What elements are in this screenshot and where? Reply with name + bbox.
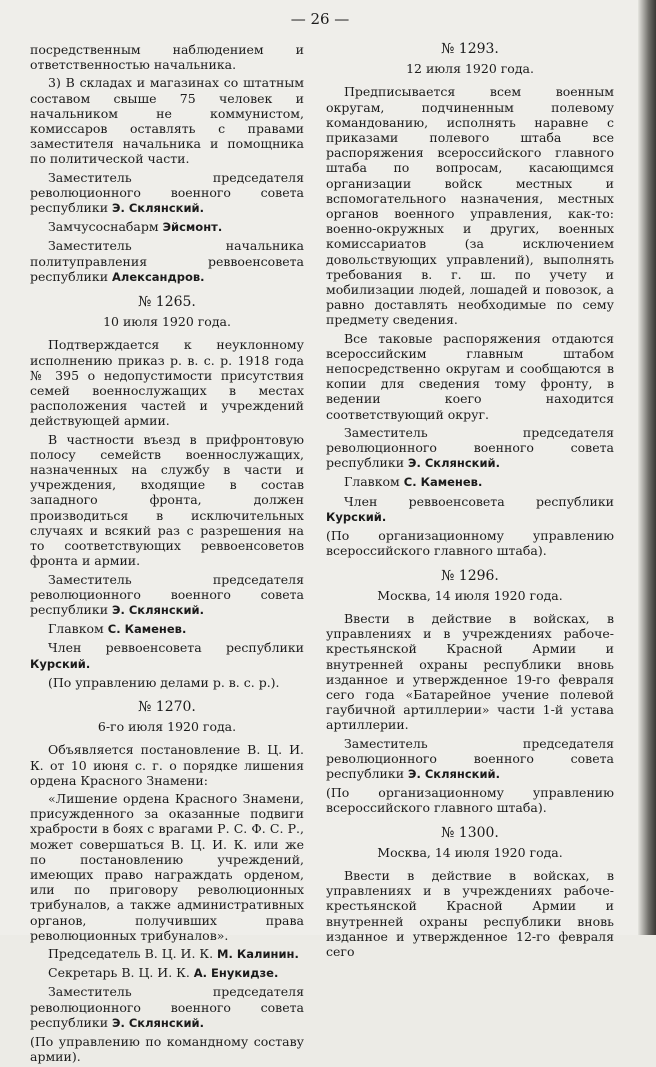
order-date: 12 июля 1920 года. — [406, 61, 534, 77]
department-note: (По управлению делами р. в. с. р.). — [48, 674, 280, 690]
signature: Замчусоснабарм Эйсмонт. — [48, 219, 223, 235]
paragraph: посредственным наблюдением и ответственностью начальника. — [30, 42, 304, 73]
signature: Заместитель председателя революционного военного совета республики Э. Склянский. — [326, 424, 614, 471]
paragraph: Подтверждается к неуклонному исполнению приказ р. в. с. р. 1918 года № 395 о недопустимости присутствия семей военнослужащих в местах расположения частей и учреждений действующей армии. — [30, 337, 304, 429]
page-number: — 26 — — [290, 10, 350, 28]
order-date: Москва, 14 июля 1920 года. — [377, 844, 563, 860]
order-date: 6-го июля 1920 года. — [97, 719, 237, 735]
order-date: 10 июля 1920 года. — [103, 314, 231, 330]
paragraph: Все таковые распоряжения отдаются всероссийским главным штабом непосредственно округам и сообщаются в копии для сведения тому фронту, в ведении коего находится соответствующий округ. — [326, 330, 614, 422]
signature: Главком С. Каменев. — [48, 621, 187, 637]
department-note: (По организационному управлению всероссийского главного штаба). — [326, 785, 614, 816]
department-note: (По управлению по командному составу армии). — [30, 1033, 304, 1065]
left-column — [30, 42, 304, 1067]
paragraph: Предписывается всем военным округам, подчиненным полевому командованию, исполнять наравне с приказами полевого штаба все распоряжения всероссийского главного штаба по вопросам, касающимся организации войск местных и вспомогательного назначения, местных органов военного управления, как-то: военно-окружных и других, военных комиссариатов (за исключением довольствующих управлений), выполнять требования в. г. ш. по учету и мобилизации людей, лошадей и повозок, а равно доставлять необходимые по сему предмету сведения. — [326, 84, 614, 328]
right-column — [326, 42, 614, 962]
order-number: № 1296. — [441, 567, 499, 584]
signature: Заместитель председателя революционного военного совета республики Э. Склянский. — [30, 984, 304, 1030]
paragraph: Ввести в действие в войсках, в управлениях и в учреждениях рабоче-крестьянской Красной Армии и внутренней охраны республики вновь изданное и утвержденное 19-го февраля сего года «Батарейное учение полевой гаубичной артиллерии» части 1-й устава артиллерии. — [326, 610, 614, 733]
paragraph: В частности въезд в прифронтовую полосу семейств военнослужащих, назначенных на службу в части и учреждения, входящие в состав западного фронта, должен производиться в исключительных случаях и всякий раз с разрешения на то соответствующих реввоенсоветов фронта и армии. — [30, 431, 304, 569]
order-number: № 1300. — [441, 824, 499, 841]
order-number: № 1293. — [441, 41, 499, 57]
signature: Главком С. Каменев. — [344, 474, 483, 490]
order-number: № 1270. — [138, 698, 196, 715]
order-number: № 1265. — [138, 294, 196, 311]
signature: Секретарь В. Ц. И. К. А. Енукидзе. — [48, 965, 279, 981]
paragraph: «Лишение ордена Красного Знамени, присужденного за оказанные подвиги храбрости в боях с врагами Р. С. Ф. С. Р., может совершаться В. Ц. И. К. или же по постановлению учреждений, имеющих право награждать орденом, или по приговору революционных трибуналов, а также административных органов, получивших права революционных трибуналов». — [30, 790, 304, 943]
paragraph: Объявляется постановление В. Ц. И. К. от 10 июня с. г. о порядке лишения ордена Красного Знамени: — [30, 742, 304, 788]
signature: Заместитель председателя революционного военного совета республики Э. Склянский. — [326, 735, 614, 781]
signature: Председатель В. Ц. И. К. М. Калинин. — [48, 945, 299, 961]
signature: Заместитель начальника политуправления реввоенсовета республики Александров. — [30, 238, 304, 284]
signature: Заместитель председателя революционного военного совета республики Э. Склянский. — [30, 571, 304, 617]
signature: Член реввоенсовета республики Курский. — [326, 493, 614, 524]
signature: Член реввоенсовета республики Курский. — [30, 640, 304, 671]
department-note: (По организационному управлению всероссийского главного штаба). — [326, 528, 614, 559]
order-date: Москва, 14 июля 1920 года. — [377, 587, 563, 603]
paragraph: 3) В складах и магазинах со штатным составом свыше 75 человек и начальником не коммунистом, комиссаров оставлять с правами заместителя начальника и помощника по политической части. — [30, 75, 304, 167]
signature: Заместитель председателя революционного военного совета республики Э. Склянский. — [30, 169, 304, 216]
paragraph: Ввести в действие в войсках, в управлениях и в учреждениях рабоче-крестьянской Красной Армии и внутренней охраны республики вновь изданное и утвержденное 12-го февраля сего — [326, 867, 614, 959]
page-edge-shadow — [638, 0, 656, 935]
